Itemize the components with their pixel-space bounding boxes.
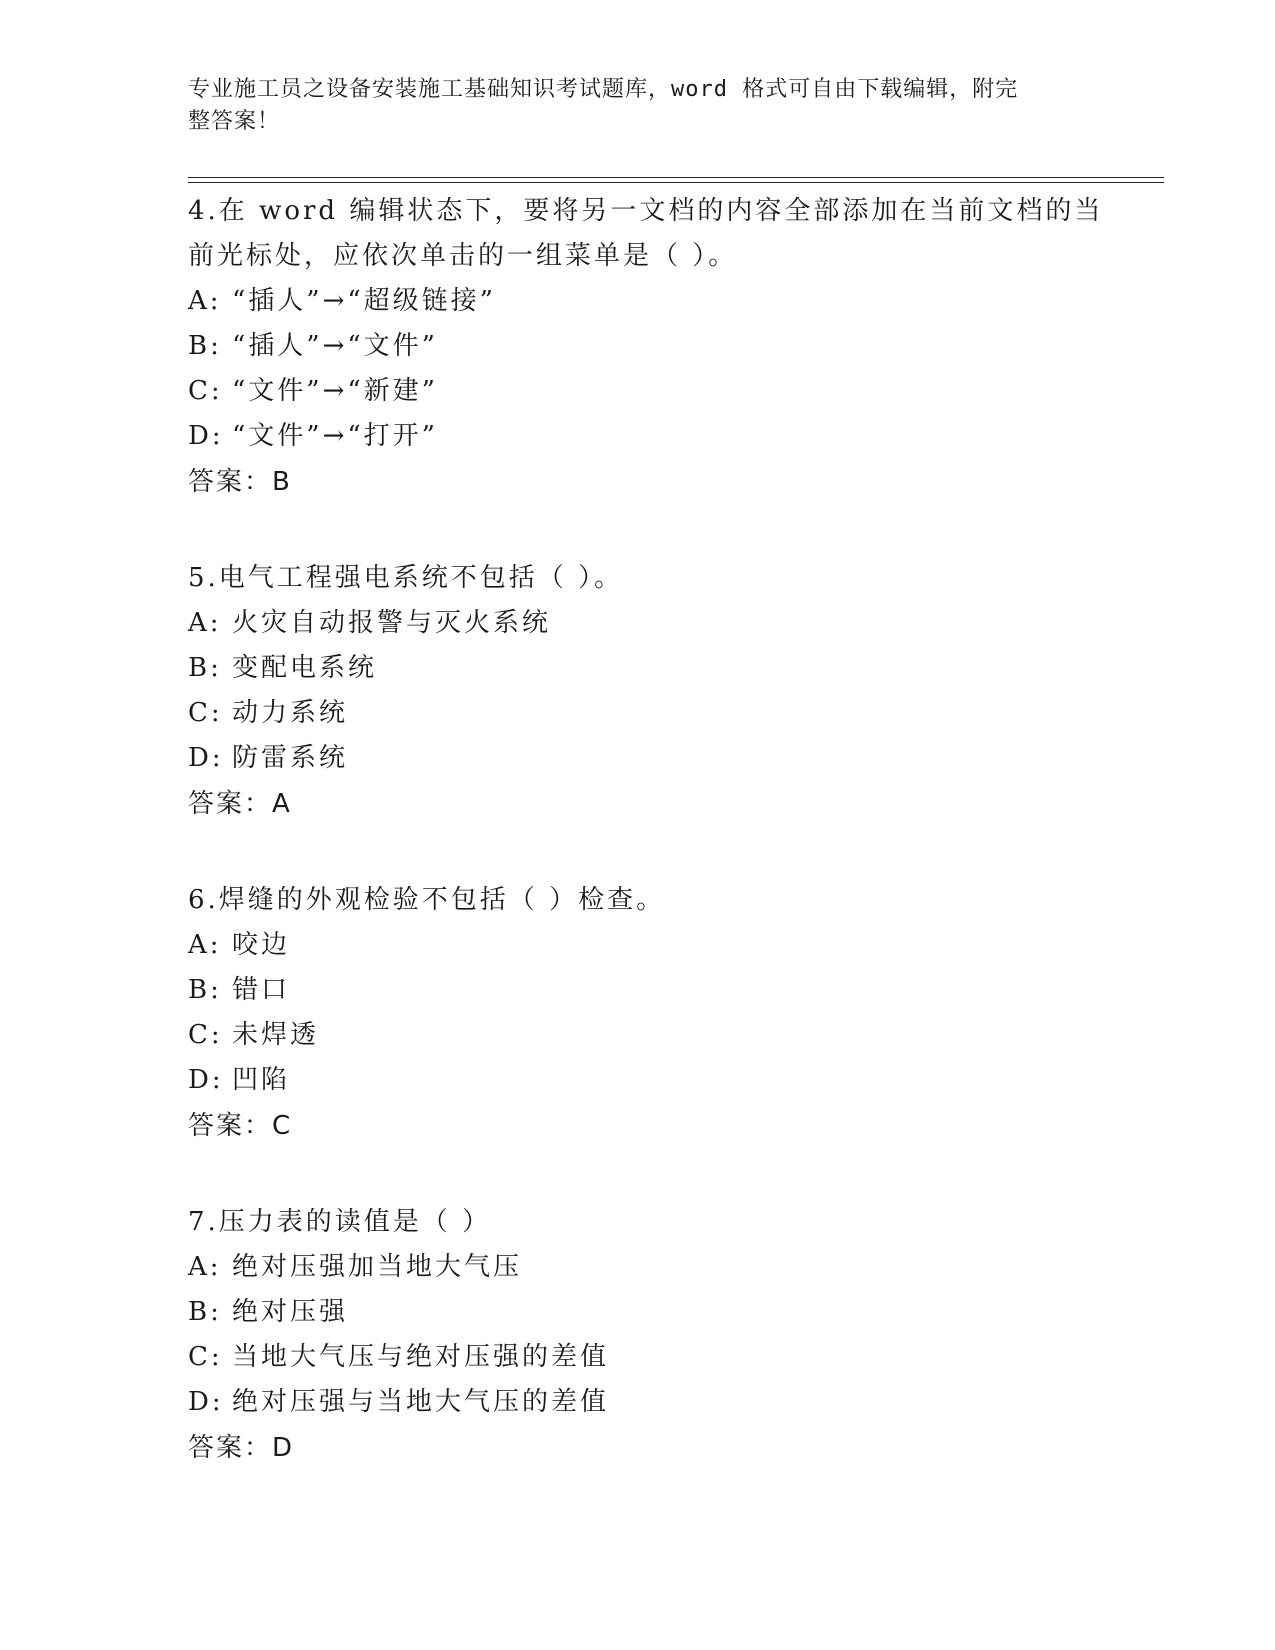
option-a [188, 601, 1088, 646]
option-label: A: [188, 608, 222, 638]
option-label: D: [188, 743, 224, 773]
question-block [188, 1200, 1088, 1471]
option-label: D: [188, 1065, 224, 1095]
option-text: 咬边 [232, 930, 291, 960]
option-label: D: [188, 1387, 224, 1417]
question-stem: 7.压力表的读值是（ ） [188, 1207, 492, 1237]
option-label: B: [188, 331, 222, 361]
option-text: 动力系统 [232, 698, 349, 728]
option-text: 绝对压强与当地大气压的差值 [232, 1387, 610, 1417]
option-c [188, 1335, 1088, 1380]
question-block [188, 878, 1088, 1149]
option-b [188, 324, 1088, 369]
option-label: D: [188, 421, 224, 451]
header-divider [188, 177, 1164, 178]
option-label: A: [188, 286, 222, 316]
option-b [188, 646, 1088, 691]
option-a [188, 923, 1088, 968]
option-text: 火灾自动报警与灭火系统 [232, 608, 552, 638]
header-divider [188, 182, 1164, 183]
question-stem [188, 189, 1104, 279]
option-label: B: [188, 975, 222, 1005]
question-stem-line: 前光标处，应依次单击的一组菜单是（ ）。 [188, 241, 738, 271]
option-label: A: [188, 930, 222, 960]
option-label: C: [188, 698, 223, 728]
option-label: B: [188, 1297, 222, 1327]
option-text: 绝对压强加当地大气压 [232, 1252, 523, 1282]
option-d [188, 1380, 1088, 1425]
option-text: 绝对压强 [232, 1297, 349, 1327]
option-text: 防雷系统 [232, 743, 349, 773]
question-stem: 6.焊缝的外观检验不包括（ ）检查。 [188, 885, 666, 915]
option-c [188, 1013, 1088, 1058]
option-text: “文件”→“打开” [232, 421, 438, 451]
option-b [188, 1290, 1088, 1335]
option-label: C: [188, 376, 223, 406]
option-text: 错口 [232, 975, 291, 1005]
option-d [188, 1058, 1088, 1103]
question-stem-line: 4.在 word 编辑状态下，要将另一文档的内容全部添加在当前文档的当 [188, 196, 1104, 226]
option-d [188, 414, 1088, 459]
option-a [188, 279, 1088, 324]
option-text: “插人”→“超级链接” [232, 286, 496, 316]
option-text: 凹陷 [232, 1065, 291, 1095]
question-stem: 5.电气工程强电系统不包括（ ）。 [188, 563, 624, 593]
question-block [188, 556, 1088, 827]
answer-line: 答案：B [188, 467, 292, 497]
option-d [188, 736, 1088, 781]
header-line: 专业施工员之设备安装施工基础知识考试题库，word 格式可自由下载编辑，附完 [188, 77, 1019, 102]
option-text: 变配电系统 [232, 653, 378, 683]
option-c [188, 691, 1088, 736]
option-text: “文件”→“新建” [232, 376, 438, 406]
option-label: C: [188, 1342, 223, 1372]
option-a [188, 1245, 1088, 1290]
answer-line: 答案：A [188, 789, 292, 819]
option-b [188, 968, 1088, 1013]
option-text: 当地大气压与绝对压强的差值 [232, 1342, 610, 1372]
answer-line: 答案：D [188, 1433, 295, 1463]
question-block [188, 189, 1104, 505]
header-line: 整答案！ [188, 109, 281, 134]
option-c [188, 369, 1088, 414]
option-text: “插人”→“文件” [232, 331, 438, 361]
option-label: C: [188, 1020, 223, 1050]
answer-line: 答案：C [188, 1111, 293, 1141]
option-label: A: [188, 1252, 222, 1282]
option-label: B: [188, 653, 222, 683]
option-text: 未焊透 [232, 1020, 320, 1050]
document-header [188, 74, 1078, 138]
